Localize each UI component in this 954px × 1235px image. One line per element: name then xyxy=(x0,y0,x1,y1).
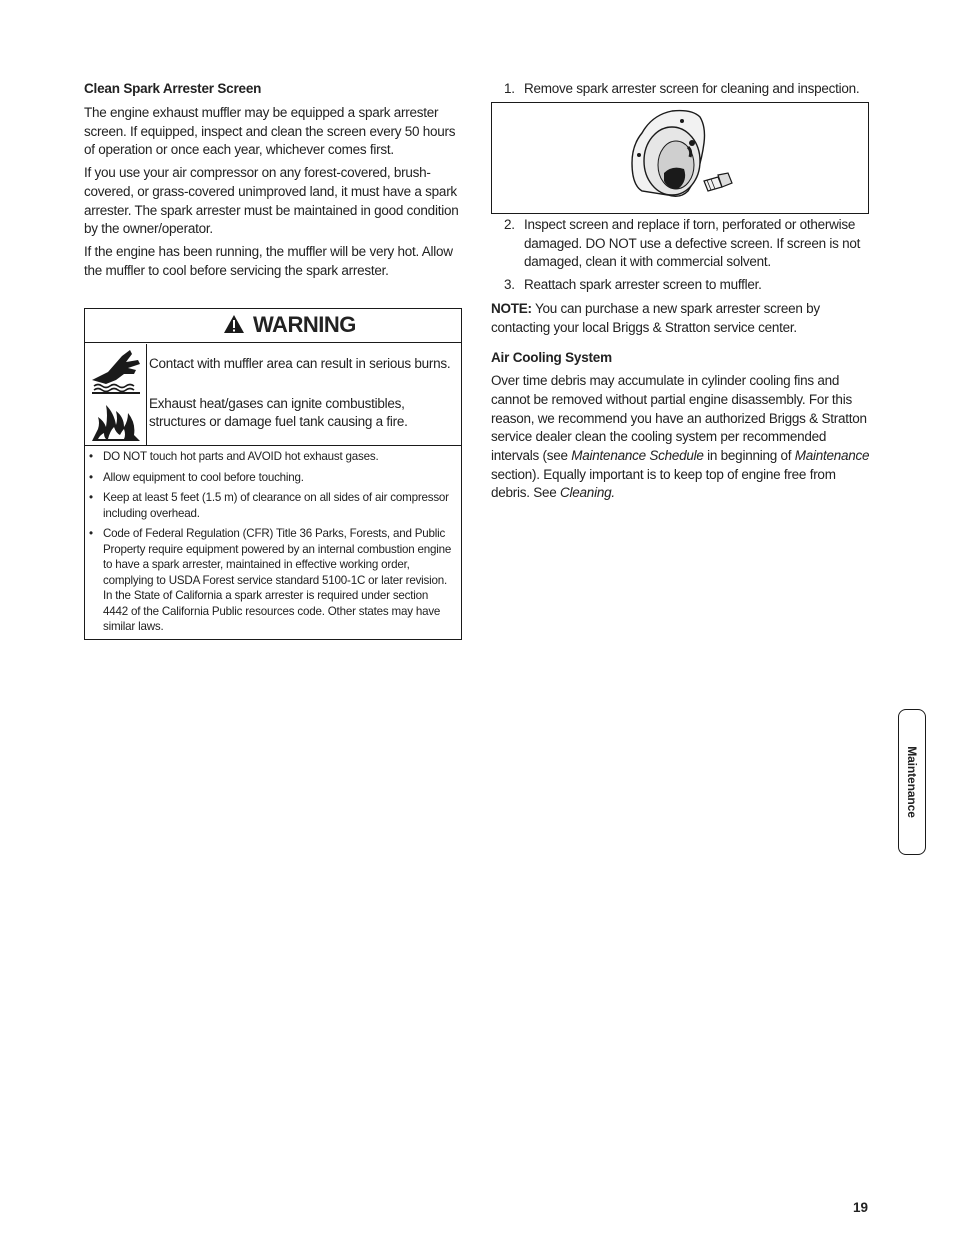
cooling-ref-cleaning: Cleaning. xyxy=(560,485,615,501)
warning-box xyxy=(84,308,462,640)
cooling-text-a: Over time debris may accumulate in cylinder cooling fins and cannot be removed without partial engine disassembly. For this reason, we recommend you have an authorized Briggs & Stratton service dealer clean the cooling system per recommended intervals (see xyxy=(491,373,867,464)
list-item: • Code of Federal Regulation (CFR) Title 36 Parks, Forests, and Public Property require equipment powered by an internal combustion engine to have a spark arrester, maintained in effective working order, complying to USDA Forest service standard 5100-1C or later revision. In the State of California a spark arrester is required under section 4442 of the California Public resources code. Other states may have similar laws. xyxy=(89,526,455,635)
note-text: You can purchase a new spark arrester screen by contacting your local Briggs & Stratton service center. xyxy=(491,300,820,335)
paragraph-air-cooling xyxy=(491,372,873,503)
hazard-text-burns: Contact with muffler area can result in serious burns. xyxy=(149,356,451,371)
cooling-ref-maintenance-schedule: Maintenance Schedule xyxy=(571,448,704,464)
step-3 xyxy=(491,276,873,295)
hazard-text-fire: Exhaust heat/gases can ignite combustibles, structures or damage fuel tank causing a fire. xyxy=(149,396,408,429)
note-label: NOTE: xyxy=(491,300,532,316)
left-column xyxy=(84,80,464,284)
step-text: Remove spark arrester screen for cleaning and inspection. xyxy=(524,81,860,96)
paragraph-hot-muffler: If the engine has been running, the muffler will be very hot. Allow the muffler to cool before servicing the spark arrester. xyxy=(84,243,453,278)
warning-title: WARNING xyxy=(253,312,356,337)
step-text: Reattach spark arrester screen to muffler. xyxy=(524,277,762,293)
section-tab-label: Maintenance xyxy=(905,746,919,818)
section-tab xyxy=(898,709,926,855)
step-1 xyxy=(491,80,873,99)
note-paragraph xyxy=(491,300,873,337)
right-column xyxy=(491,80,873,99)
hazard-icons xyxy=(85,344,147,445)
warning-bullet-list xyxy=(89,449,455,640)
step-number: 1. xyxy=(504,81,515,96)
section-heading-air-cooling: Air Cooling System xyxy=(491,350,612,366)
warning-triangle-icon xyxy=(223,314,245,334)
cooling-text-b: in beginning of xyxy=(703,448,795,464)
muffler-screen-illustration xyxy=(492,103,868,213)
right-column-lower xyxy=(491,216,873,507)
warning-header xyxy=(85,309,461,343)
list-item: • Allow equipment to cool before touching. xyxy=(89,470,455,486)
paragraph-forest-land: If you use your air compressor on any forest-covered, brush-covered, or grass-covered unimproved land, it must have a spark arrester. The spark arrester must be maintained in good condition by the owner/operator. xyxy=(84,165,459,237)
paragraph-spark-arrester-intro: The engine exhaust muffler may be equipped a spark arrester screen. If equipped, inspect and clean the screen every 50 hours of operation or once each year, whichever comes first. xyxy=(84,105,456,158)
fire-icon xyxy=(88,395,144,443)
spark-arrester-figure xyxy=(491,102,869,214)
list-item: • Keep at least 5 feet (1.5 m) of clearance on all sides of air compressor including overhead. xyxy=(89,490,455,521)
section-heading-spark-arrester: Clean Spark Arrester Screen xyxy=(84,81,262,96)
step-2 xyxy=(491,216,873,272)
cooling-text-c: section). Equally important is to keep top of engine free from debris. See xyxy=(491,466,836,501)
list-item: • DO NOT touch hot parts and AVOID hot exhaust gases. xyxy=(89,449,455,465)
step-text: Inspect screen and replace if torn, perforated or otherwise damaged. DO NOT use a defective screen. If screen is not damaged, clean it with commercial solvent. xyxy=(524,217,861,270)
step-number: 2. xyxy=(504,217,515,232)
hot-surface-hand-icon xyxy=(88,346,144,394)
page-number: 19 xyxy=(853,1200,869,1215)
warning-divider xyxy=(85,445,461,446)
step-number: 3. xyxy=(504,277,515,293)
cooling-ref-maintenance: Maintenance xyxy=(794,448,870,464)
